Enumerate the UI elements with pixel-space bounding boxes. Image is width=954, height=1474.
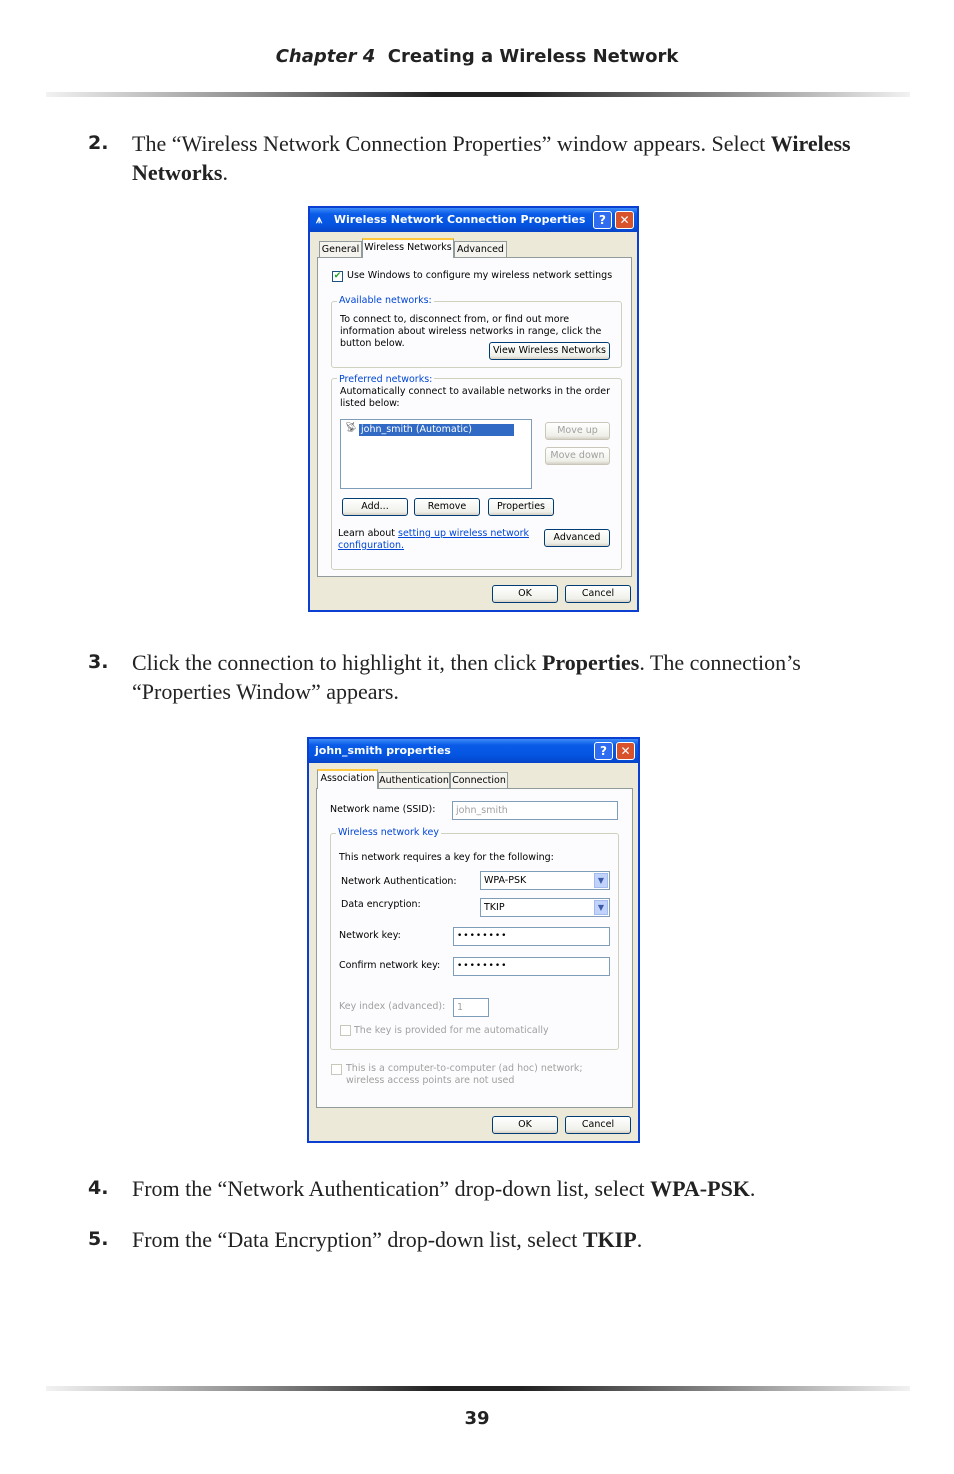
- step-number: 4.: [88, 1177, 109, 1199]
- chapter-header: [0, 46, 954, 67]
- learn-about-prefix: Learn about: [338, 528, 399, 539]
- tab-panel: [317, 257, 632, 577]
- remove-button[interactable]: Remove: [414, 498, 480, 516]
- step-4: [88, 1174, 868, 1203]
- preferred-networks-text: Automatically connect to available networks in the order listed below:: [340, 386, 610, 409]
- step-text-end: . The connection’s “Properties Window” appears.: [132, 650, 801, 704]
- key-index-label: Key index (advanced):: [339, 1001, 446, 1012]
- chevron-down-icon[interactable]: ▼: [594, 900, 608, 915]
- ok-button[interactable]: OK: [492, 585, 558, 603]
- tab-authentication[interactable]: Authentication: [378, 772, 450, 789]
- cancel-button[interactable]: Cancel: [565, 1116, 631, 1134]
- step-5: [88, 1225, 868, 1254]
- ssid-input[interactable]: john_smith: [452, 801, 618, 820]
- data-encryption-select[interactable]: [480, 898, 610, 917]
- cancel-button[interactable]: Cancel: [565, 585, 631, 603]
- top-rule: [46, 92, 910, 97]
- network-icon: ⩚: [316, 213, 323, 226]
- chapter-title: Creating a Wireless Network: [387, 46, 679, 67]
- step-number: 2.: [88, 132, 109, 154]
- help-icon[interactable]: ?: [594, 742, 613, 760]
- ssid-label: Network name (SSID):: [330, 804, 436, 815]
- tab-advanced[interactable]: Advanced: [454, 241, 507, 258]
- adhoc-label: This is a computer-to-computer (ad hoc) network; wireless access points are not used: [346, 1063, 583, 1086]
- wireless-key-label: Wireless network key: [338, 827, 439, 838]
- key-requirement-text: This network requires a key for the following:: [339, 852, 554, 863]
- step-2: [88, 129, 868, 187]
- step-text: From the “Data Encryption” drop-down list, select: [132, 1227, 583, 1252]
- network-authentication-value: WPA-PSK: [484, 875, 527, 886]
- network-authentication-label: Network Authentication:: [341, 876, 457, 887]
- add-button[interactable]: Add...: [342, 498, 408, 516]
- close-icon[interactable]: ✕: [615, 211, 634, 229]
- step-text: From the “Network Authentication” drop-down list, select: [132, 1176, 651, 1201]
- move-down-button[interactable]: Move down: [545, 447, 610, 465]
- use-windows-checkbox[interactable]: ✔: [333, 271, 342, 281]
- view-wireless-networks-button[interactable]: View Wireless Networks: [489, 342, 610, 360]
- dialog-titlebar[interactable]: [309, 739, 638, 763]
- tab-panel: [316, 788, 633, 1108]
- step-bold: TKIP: [582, 1227, 637, 1252]
- data-encryption-label: Data encryption:: [341, 899, 421, 910]
- step-bold: Properties: [541, 650, 640, 675]
- network-properties-dialog: [307, 737, 640, 1143]
- chapter-number: Chapter 4: [275, 46, 376, 67]
- tab-association[interactable]: Association: [317, 769, 378, 789]
- dialog-titlebar[interactable]: [310, 208, 637, 232]
- available-networks-label: Available networks:: [339, 295, 432, 306]
- step-text-end: .: [636, 1227, 643, 1252]
- step-bold: Wireless Networks: [132, 131, 851, 185]
- step-bold: WPA-PSK: [650, 1176, 750, 1201]
- properties-button[interactable]: Properties: [488, 498, 554, 516]
- step-number: 5.: [88, 1228, 109, 1250]
- tab-connection[interactable]: Connection: [450, 772, 508, 789]
- confirm-key-input[interactable]: ••••••••: [453, 957, 610, 976]
- available-networks-text: To connect to, disconnect from, or find out more information about wireless networks in range, click the button below.: [340, 314, 602, 349]
- network-key-input[interactable]: ••••••••: [453, 927, 610, 946]
- network-authentication-select[interactable]: [480, 871, 610, 890]
- auto-key-label: The key is provided for me automatically: [354, 1025, 549, 1036]
- bottom-rule: [46, 1386, 910, 1391]
- close-icon[interactable]: ✕: [616, 742, 635, 760]
- network-list-item[interactable]: john_smith (Automatic): [359, 424, 514, 436]
- step-number: 3.: [88, 651, 109, 673]
- chevron-down-icon[interactable]: ▼: [594, 873, 608, 888]
- dialog-title: Wireless Network Connection Properties: [333, 213, 586, 226]
- step-3: [88, 648, 868, 706]
- tab-general[interactable]: General: [319, 241, 362, 258]
- step-text: Click the connection to highlight it, then click: [132, 650, 542, 675]
- advanced-button[interactable]: Advanced: [544, 529, 610, 547]
- key-index-spinner[interactable]: 1: [453, 998, 489, 1017]
- auto-key-checkbox[interactable]: [340, 1025, 351, 1036]
- preferred-networks-list[interactable]: [340, 419, 532, 489]
- ok-button[interactable]: OK: [492, 1116, 558, 1134]
- help-icon[interactable]: ?: [593, 211, 612, 229]
- wireless-connection-properties-dialog: [308, 206, 639, 612]
- step-text-end: .: [222, 160, 228, 185]
- dialog-title: john_smith properties: [315, 744, 451, 757]
- preferred-networks-label: Preferred networks:: [339, 374, 433, 385]
- tab-wireless-networks[interactable]: Wireless Networks: [362, 238, 454, 258]
- antenna-icon: 📡︎: [345, 422, 358, 433]
- adhoc-checkbox[interactable]: [331, 1064, 342, 1075]
- network-key-label: Network key:: [339, 930, 401, 941]
- learn-about-link[interactable]: setting up wireless network configuration.: [338, 528, 529, 551]
- step-text-end: .: [749, 1176, 756, 1201]
- move-up-button[interactable]: Move up: [545, 422, 610, 440]
- use-windows-label: Use Windows to configure my wireless network settings: [347, 270, 613, 281]
- page-number: 39: [464, 1408, 490, 1429]
- step-text: The “Wireless Network Connection Properties” window appears. Select: [132, 131, 771, 156]
- confirm-key-label: Confirm network key:: [339, 960, 441, 971]
- data-encryption-value: TKIP: [484, 902, 505, 913]
- learn-about-text: [338, 528, 533, 552]
